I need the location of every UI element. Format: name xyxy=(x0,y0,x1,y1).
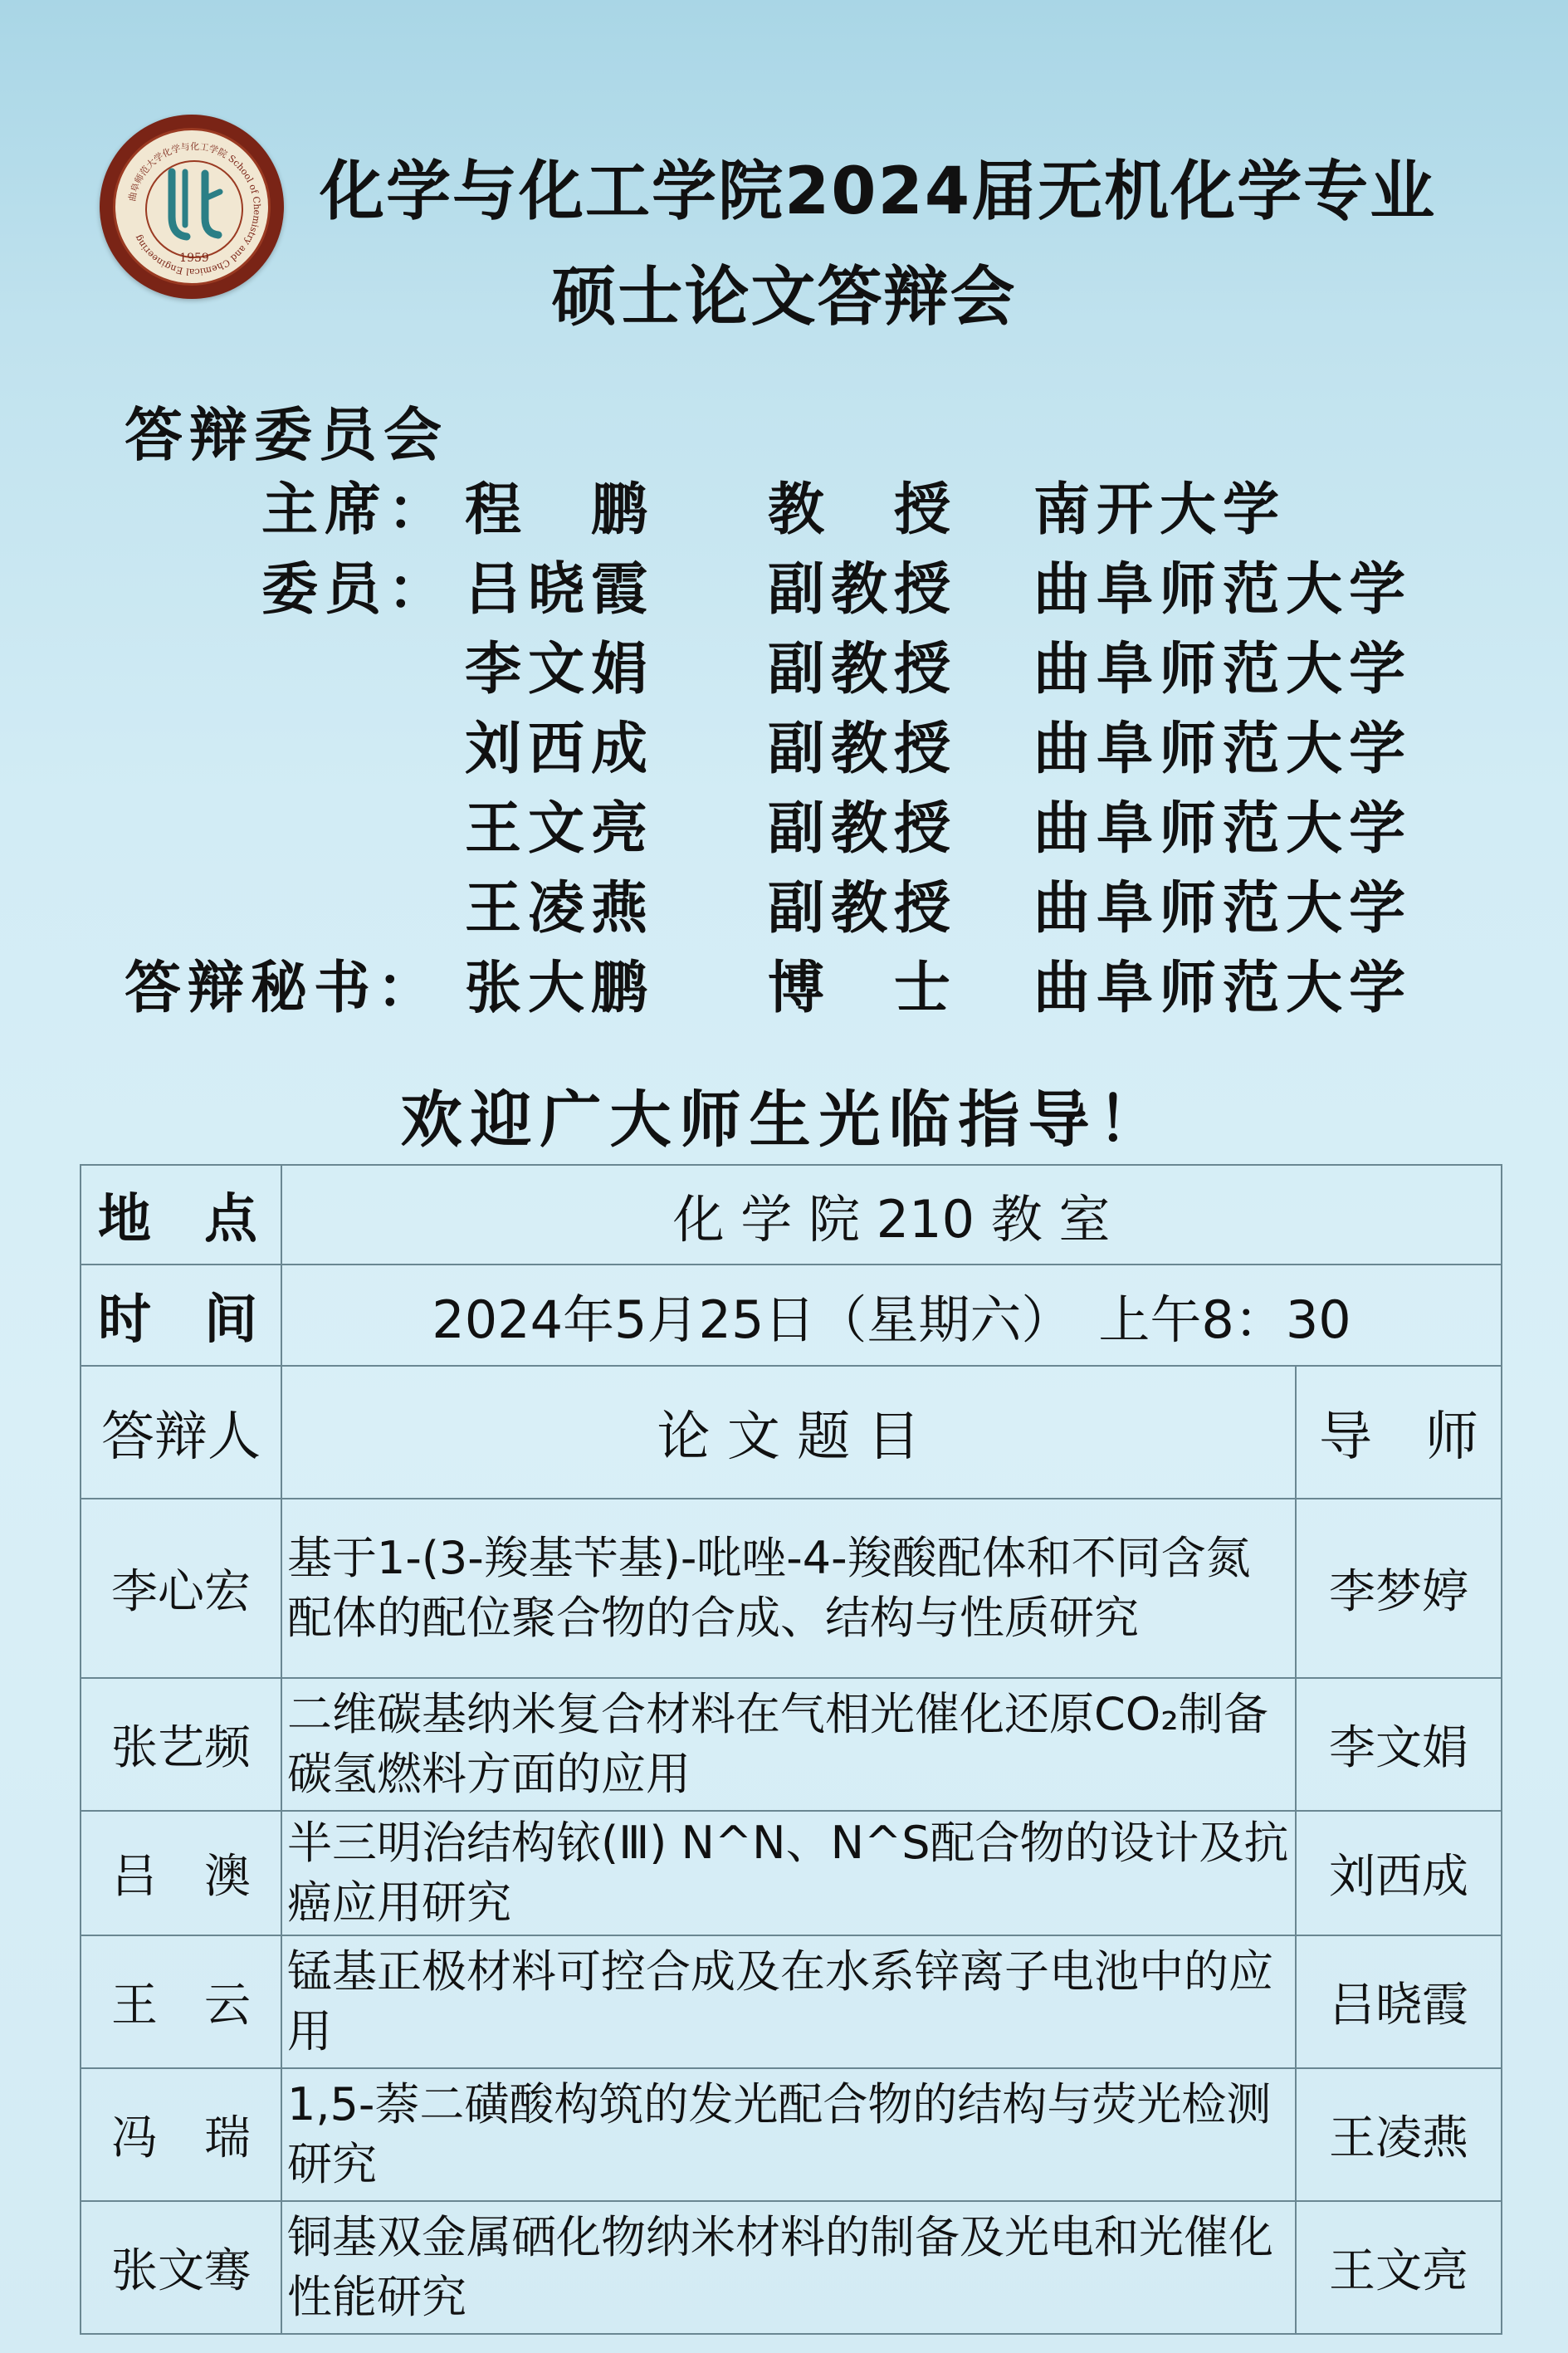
member-title: 副教授 xyxy=(768,716,958,782)
chair-name: 程 鹏 xyxy=(465,477,655,543)
time-value: 2024年5月25日（星期六） 上午8：30 xyxy=(281,1265,1502,1366)
secretary-name: 张大鹏 xyxy=(465,955,655,1021)
secretary-role: 答辩秘书： xyxy=(125,955,441,1021)
time-label: 时 间 xyxy=(81,1265,281,1366)
defender-header: 答辩人 xyxy=(81,1366,281,1499)
svg-text:曲阜师范大学化学与化工学院 School of Chemis: 曲阜师范大学化学与化工学院 School of Chemistry and Chemical Engineering xyxy=(126,140,263,278)
member-institution: 曲阜师范大学 xyxy=(1033,636,1413,702)
advisor-name: 吕晓霞 xyxy=(1296,1935,1502,2068)
member-name: 刘西成 xyxy=(465,716,655,782)
thesis-title: 基于1-(3-羧基苄基)-吡唑-4-羧酸配体和不同含氮配体的配位聚合物的合成、结构与性质研究 xyxy=(281,1499,1296,1678)
advisor-name: 王凌燕 xyxy=(1296,2068,1502,2201)
member-institution: 曲阜师范大学 xyxy=(1033,556,1413,623)
defender-name: 吕 澳 xyxy=(81,1811,281,1935)
member-name: 王凌燕 xyxy=(465,875,655,942)
member-institution: 曲阜师范大学 xyxy=(1033,716,1413,782)
advisor-name: 李梦婷 xyxy=(1296,1499,1502,1678)
advisor-header: 导 师 xyxy=(1296,1366,1502,1499)
member-role: 委员： xyxy=(261,556,452,623)
poster-title-line2: 硕士论文答辩会 xyxy=(551,260,1017,335)
advisor-name: 王文亮 xyxy=(1296,2201,1502,2334)
secretary-institution: 曲阜师范大学 xyxy=(1033,955,1413,1021)
thesis-title: 二维碳基纳米复合材料在气相光催化还原CO₂制备碳氢燃料方面的应用 xyxy=(281,1678,1296,1811)
thesis-title: 铜基双金属硒化物纳米材料的制备及光电和光催化性能研究 xyxy=(281,2201,1296,2334)
defender-name: 李心宏 xyxy=(81,1499,281,1678)
defender-name: 王 云 xyxy=(81,1935,281,2068)
chair-title: 教 授 xyxy=(768,477,958,543)
table-row xyxy=(81,1811,1502,1935)
member-title: 副教授 xyxy=(768,795,958,862)
member-institution: 曲阜师范大学 xyxy=(1033,875,1413,942)
defender-name: 张文骞 xyxy=(81,2201,281,2334)
member-name: 王文亮 xyxy=(465,795,655,862)
advisor-name: 刘西成 xyxy=(1296,1811,1502,1935)
secretary-title: 博 士 xyxy=(768,955,958,1021)
defender-name: 张艺频 xyxy=(81,1678,281,1811)
location-row xyxy=(81,1165,1502,1265)
table-row xyxy=(81,1678,1502,1811)
location-value: 化 学 院 210 教 室 xyxy=(281,1165,1502,1265)
welcome-message: 欢迎广大师生光临指导！ xyxy=(400,1084,1168,1156)
member-name: 李文娟 xyxy=(465,636,655,702)
defense-schedule-table xyxy=(80,1164,1502,2335)
member-title: 副教授 xyxy=(768,875,958,942)
table-row xyxy=(81,2201,1502,2334)
logo-year: 1959 xyxy=(179,252,209,265)
table-row xyxy=(81,2068,1502,2201)
table-header-row xyxy=(81,1366,1502,1499)
committee-heading: 答辩委员会 xyxy=(125,400,448,469)
location-label: 地 点 xyxy=(81,1165,281,1265)
table-row xyxy=(81,1499,1502,1678)
defender-name: 冯 瑞 xyxy=(81,2068,281,2201)
poster-title-line1: 化学与化工学院2024届无机化学专业 xyxy=(320,154,1437,229)
member-title: 副教授 xyxy=(768,556,958,623)
member-title: 副教授 xyxy=(768,636,958,702)
thesis-title: 1,5-萘二磺酸构筑的发光配合物的结构与荧光检测研究 xyxy=(281,2068,1296,2201)
member-institution: 曲阜师范大学 xyxy=(1033,795,1413,862)
chair-institution: 南开大学 xyxy=(1033,477,1287,543)
table-row xyxy=(81,1935,1502,2068)
time-row xyxy=(81,1265,1502,1366)
member-name: 吕晓霞 xyxy=(465,556,655,623)
thesis-header: 论 文 题 目 xyxy=(281,1366,1296,1499)
thesis-title: 半三明治结构铱(Ⅲ) N^N、N^S配合物的设计及抗癌应用研究 xyxy=(281,1811,1296,1935)
chair-role: 主席： xyxy=(261,477,452,543)
college-emblem-icon xyxy=(164,167,225,242)
advisor-name: 李文娟 xyxy=(1296,1678,1502,1811)
thesis-title: 锰基正极材料可控合成及在水系锌离子电池中的应用 xyxy=(281,1935,1296,2068)
